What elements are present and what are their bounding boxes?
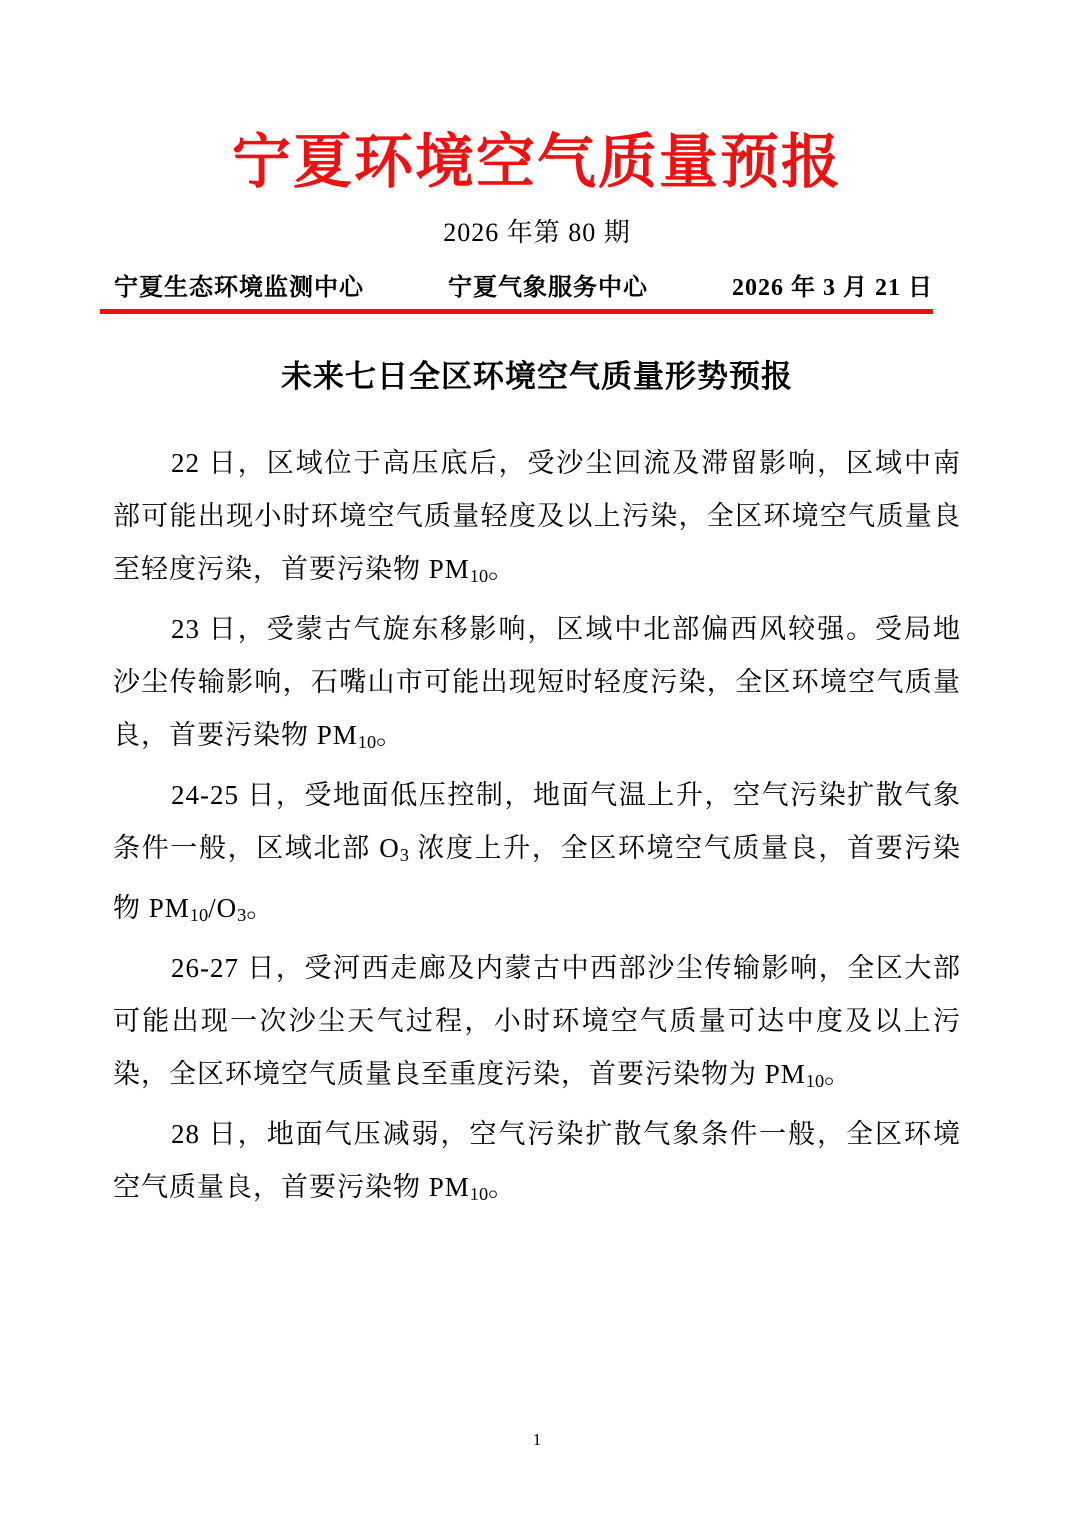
text-segment: 。: [488, 1172, 517, 1203]
subscript-segment: 10: [357, 732, 377, 753]
text-segment: 。: [246, 893, 275, 924]
text-segment: /O: [208, 893, 238, 924]
subscript-segment: 10: [805, 1071, 825, 1092]
body-paragraph: [113, 603, 961, 769]
body-paragraph: [113, 942, 961, 1108]
issue-date: 2026 年 3 月 21 日: [732, 275, 933, 301]
subscript-segment: 3: [399, 845, 409, 866]
text-segment: 浓度上升，全区环境空气质量良，首要污染物 PM: [113, 833, 962, 924]
forecast-body: [113, 437, 961, 1221]
subscript-segment: 10: [469, 1184, 489, 1205]
subscript-segment: 10: [189, 905, 209, 926]
text-segment: 22 日，区域位于高压底后，受沙尘回流及滞留影响，区域中南部可能出现小时环境空气质量轻度及以上污染，全区环境空气质量良至轻度污染，首要污染物 PM: [113, 448, 961, 584]
document-content: [100, 128, 974, 1221]
body-paragraph: [113, 437, 961, 603]
issuing-org-center: 宁夏气象服务中心: [448, 275, 648, 301]
text-segment: 。: [376, 720, 405, 751]
text-segment: 。: [488, 554, 517, 584]
subscript-segment: 3: [237, 905, 247, 926]
issuing-org-left: 宁夏生态环境监测中心: [114, 275, 364, 301]
text-segment: 。: [824, 1059, 853, 1090]
subscript-segment: 10: [469, 566, 489, 587]
body-paragraph: [113, 1108, 961, 1221]
header-divider-rule: [100, 309, 933, 314]
text-segment: 24-25 日，受地面低压控制，地面气温上升，空气污染扩散气象条件一般，区域北部 O: [113, 780, 961, 864]
document-header: [100, 274, 933, 302]
section-title: 未来七日全区环境空气质量形势预报: [281, 359, 793, 394]
issue-number: 2026 年第 80 期: [443, 218, 631, 247]
document-title: 宁夏环境空气质量预报: [231, 129, 842, 195]
text-segment: 26-27 日，受河西走廊及内蒙古中西部沙尘传输影响，全区大部可能出现一次沙尘天气过程，小时环境空气质量可达中度及以上污染，全区环境空气质量良至重度污染，首要污染物为 PM: [113, 953, 961, 1090]
page-number: 1: [532, 1430, 542, 1449]
text-segment: 23 日，受蒙古气旋东移影响，区域中北部偏西风较强。受局地沙尘传输影响，石嘴山市可能出现短时轻度污染，全区环境空气质量良，首要污染物 PM: [113, 614, 961, 751]
body-paragraph: [113, 769, 961, 942]
text-segment: 28 日，地面气压减弱，空气污染扩散气象条件一般，全区环境空气质量良，首要污染物 PM: [113, 1119, 961, 1203]
